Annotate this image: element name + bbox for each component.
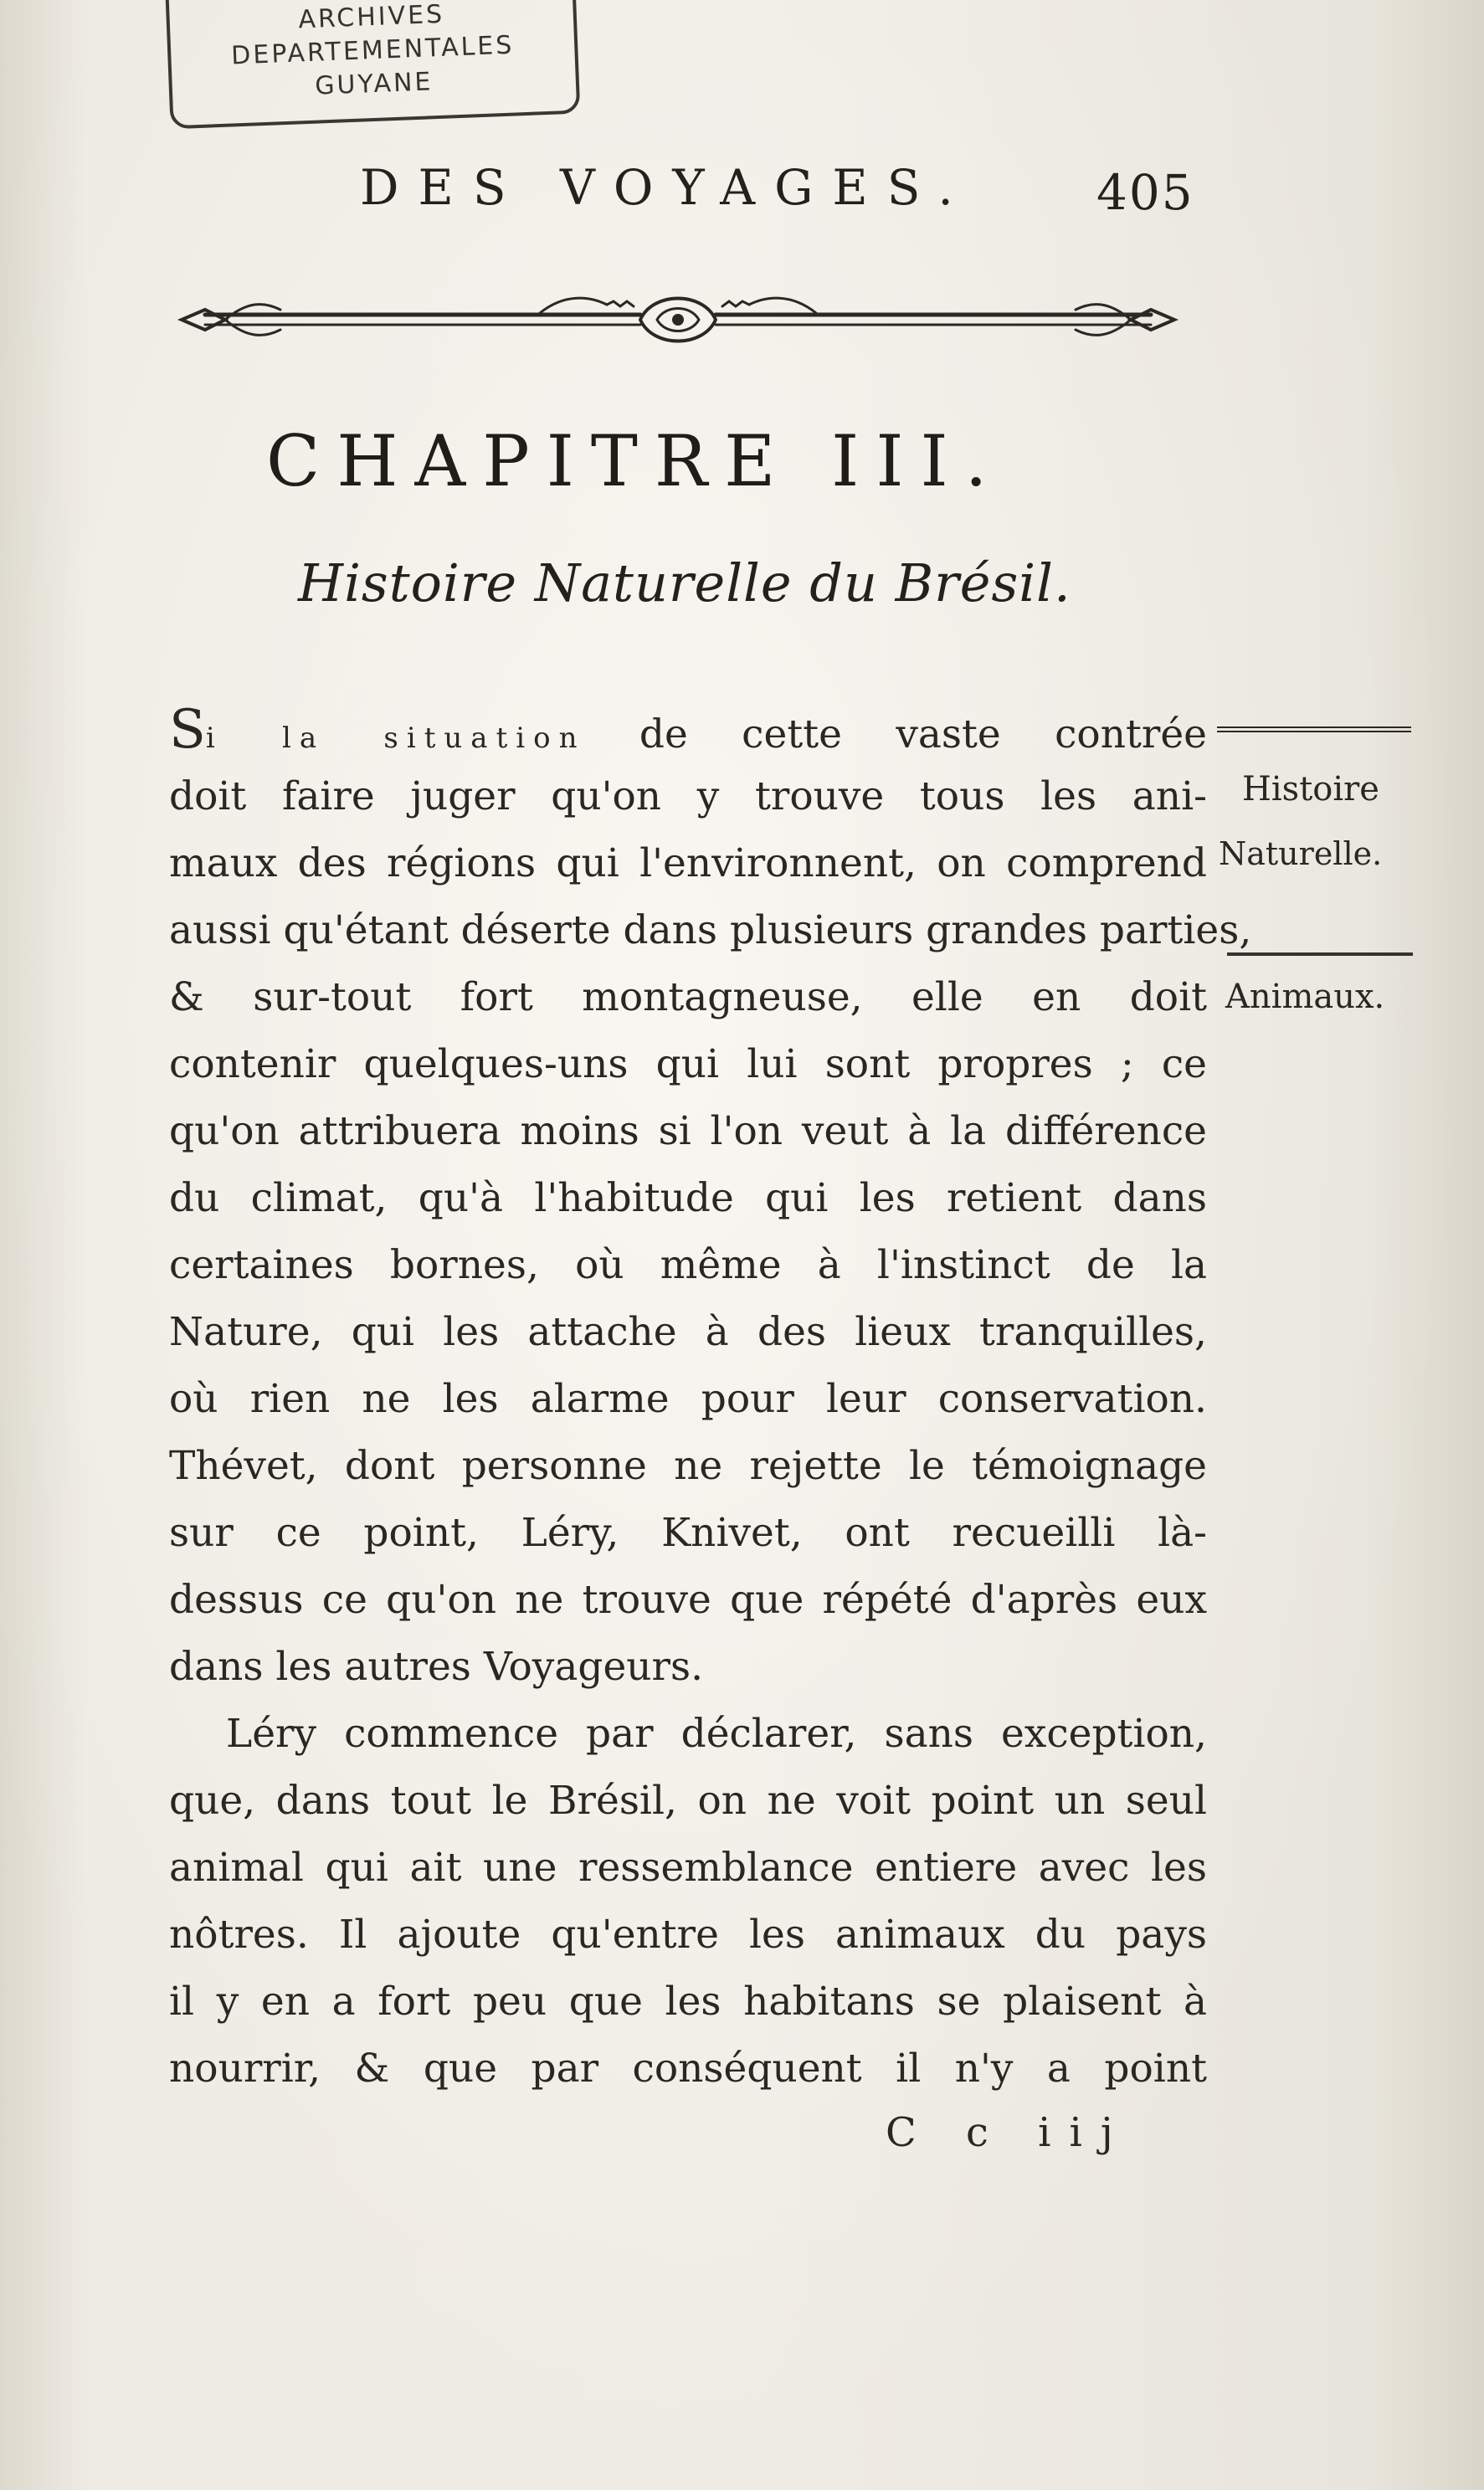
marginal-rule-middle <box>1227 952 1413 956</box>
text-line: nourrir, & que par conséquent il n'y a point <box>169 2046 1207 2092</box>
text-line: dessus ce qu'on ne trouve que répété d'après eux <box>169 1577 1207 1623</box>
stamp-line-3: GUYANE <box>314 67 434 101</box>
text-line: que, dans tout le Brésil, on ne voit point un seul <box>169 1778 1207 1824</box>
text-line: Léry commence par déclarer, sans exception, <box>226 1711 1207 1757</box>
chapter-subtitle: Histoire Naturelle du Brésil. <box>298 552 1071 614</box>
stamp-line-2: DEPARTEMENTALES <box>230 30 515 71</box>
marginal-rule-top <box>1217 726 1411 737</box>
running-head: DES VOYAGES. <box>360 159 973 216</box>
text-line: sur ce point, Léry, Knivet, ont recueilli là- <box>169 1510 1207 1556</box>
text-line: il y en a fort peu que les habitans se plaisent à <box>169 1979 1207 2025</box>
text-line: aussi qu'étant déserte dans plusieurs grandes parties, <box>169 907 1252 953</box>
text-line: Thévet, dont personne ne rejette le témoignage <box>169 1443 1207 1489</box>
stamp-line-1: ARCHIVES <box>297 0 445 35</box>
side-note-naturelle: Naturelle. <box>1219 835 1383 872</box>
text-line: Nature, qui les attache à des lieux tranquilles, <box>169 1309 1207 1355</box>
side-note-animaux: Animaux. <box>1225 978 1385 1016</box>
archive-stamp <box>165 0 581 129</box>
text-line: où rien ne les alarme pour leur conservation. <box>169 1376 1207 1422</box>
text-line-first <box>169 699 1207 763</box>
signature-mark: C c iij <box>886 2109 1132 2156</box>
text-line: animal qui ait une ressemblance entiere avec les <box>169 1845 1207 1891</box>
chapter-title: CHAPITRE III. <box>266 420 1004 502</box>
text-line: dans les autres Voyageurs. <box>169 1644 704 1690</box>
text-line: nôtres. Il ajoute qu'entre les animaux du pays <box>169 1912 1207 1958</box>
side-note-histoire: Histoire <box>1242 770 1379 809</box>
text-line: du climat, qu'à l'habitude qui les retient dans <box>169 1175 1207 1221</box>
ornament-rule-icon <box>172 276 1184 352</box>
text-line: qu'on attribuera moins si l'on veut à la différence <box>169 1108 1207 1154</box>
text-line: doit faire juger qu'on y trouve tous les ani- <box>169 773 1207 819</box>
first-line-rest: de cette vaste contrée <box>585 711 1207 757</box>
text-line: maux des régions qui l'environnent, on comprend <box>169 840 1207 886</box>
page-number: 405 <box>1096 164 1194 221</box>
drop-cap: S <box>169 699 206 761</box>
text-line: & sur-tout fort montagneuse, elle en doit <box>169 974 1207 1020</box>
text-line: certaines bornes, où même à l'instinct de la <box>169 1242 1207 1288</box>
small-caps-opening: i la situation <box>205 721 586 755</box>
text-line: contenir quelques-uns qui lui sont propres ; ce <box>169 1041 1207 1087</box>
